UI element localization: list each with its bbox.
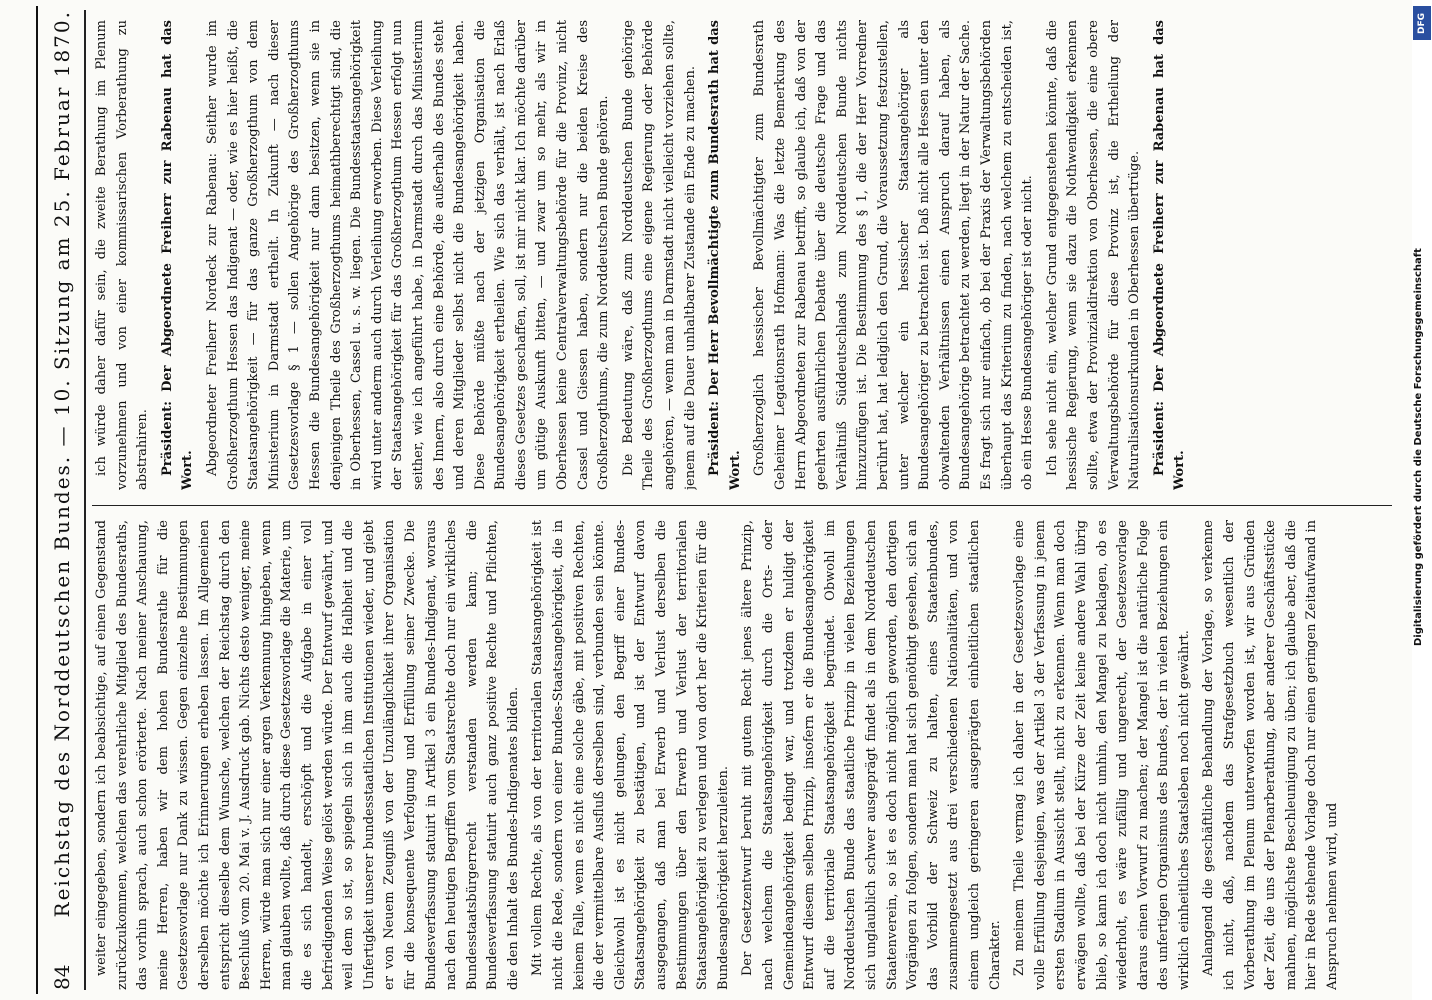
- speaker-line: Präsident: Der Abgeordnete Freiherr zur Rabenau hat das Wort.: [159, 20, 196, 490]
- left-border-rule: [36, 6, 38, 994]
- paragraph: ich würde daher dafür sein, die zweite Berathung im Plenum vorzunehmen und von einer kommissarischen Vorberathung zu abstrahiren.: [94, 20, 151, 490]
- column-left: [92, 520, 1392, 990]
- page-title: Reichstag des Norddeutschen Bundes. — 10. Sitzung am 25. Februar 1870.: [50, 10, 74, 918]
- rotated-page-content: [40, 10, 1400, 990]
- column-divider: [92, 505, 1392, 506]
- paragraph: Anlangend die geschäftliche Behandlung der Vorlage, so verkenne ich nicht, daß, nachdem das Strafgesetzbuch wesentlich der Vorberathung im Plenum unterworfen worden ist, wir aus Gründen der Zeit, die uns der Plenarberathung, aber anderer Geschäftsstücke mahnen, möglichste Beschleunigung zu üben; ich glaube aber, daß die hier in Rede stehende Vorlage doch nur einen geringen Zeitaufwand in Anspruch nehmen wird, und: [1201, 520, 1341, 990]
- funding-credit: Digitalisierung gefördert durch die Deutsche Forschungsgemeinschaft: [1413, 248, 1424, 646]
- page-number: 84: [50, 964, 74, 990]
- column-right: [92, 20, 1392, 490]
- paragraph: Abgeordneter Freiherr Nordeck zur Rabenau: Seither wurde im Großherzogthum Hessen das Indigenat — oder, wie es hier heißt, die Staatsangehörigkeit — für das ganze Großherzogthum von dem Ministerium in Darmstadt ertheilt. In Zukunft — nach dieser Gesetzesvorlage § 1 — sollen Angehörige des Großherzogthums Hessen die Bundesangehörigkeit nur dann besitzen, wenn sie in denjenigen Theile des Großherzogthums heimathberechtigt sind, die in Oberhessen, Cassel u. s. w. liegen. Die Bundesstaatsangehörigkeit wird unter anderm auch durch Verleihung erworben. Diese Verleihung der Staatsangehörigkeit für das Großherzogthum Hessen erfolgt nun seither, wie ich angeführt habe, in Darmstadt durch das Ministerium des Innern, also durch eine Behörde, die außerhalb des Bundes steht und deren Mitglieder selbst nicht die Bundesangehörigkeit haben. Diese Behörde müßte nach der jetzigen Organisation die Bundesangehörigkeit ertheilen. Wie sich das verhält, ist nach Erlaß dieses Gesetzes geschaffen, soll, ist mir nicht klar. Ich möchte darüber um gütige Auskunft bitten, — und zwar um so mehr, als wir in Oberhessen keine Centralverwaltungsbehörde für die Provinz, nicht Cassel und Giessen haben, sondern nur die beiden Kreise des Großherzogthums, die zum Norddeutschen Bunde gehören.: [204, 20, 612, 490]
- paragraph: Zu meinem Theile vermag ich daher in der Gesetzesvorlage eine volle Erfüllung desjenigen, was der Artikel 3 der Verfassung in jenem ersten Stadium in Aussicht stellt, nicht zu erkennen. Wenn man doch erwägen wollte, daß bei der Kürze der Zeit keine andere Wahl übrig blieb, so kann ich doch nicht umhin, den Mangel zu beklagen, ob es wiederholt, es wäre zufällig und ungerecht, der Gesetzesvorlage daraus einen Vorwurf zu machen; der Mangel ist die natürliche Folge des unfertigen Organismus des Bundes, der in vielen Beziehungen ein wirklich einheitliches Staatsleben noch nicht gewährt.: [1012, 520, 1192, 990]
- paragraph: Der Gesetzentwurf beruht mit gutem Recht jenes ältere Prinzip, nach welchem die Staatsangehörigkeit durch die Orts- oder Gemeindeangehörigkeit bedingt war, und trotzdem er huldigt der Entwurf diesem selben Prinzip, insofern er die Bundesangehörigkeit auf die territoriale Staatsangehörigkeit begründet. Obwohl im Norddeutschen Bunde das staatliche Prinzip in vielen Beziehungen sich unglaublich schwer ausgeprägt findet als in dem Norddeutschen Staatenverein, so ist es doch nicht möglich geworden, den dortigen Vorgängen zu folgen, sondern man hat sich genöthigt gesehen, sich an das Vorbild der Schweiz zu halten, eines Staatenbundes, zusammengesetzt aus drei verschiedenen Nationalitäten, und von einem ungleich geringeren ausgeprägten einheitlichen staatlichen Charakter.: [740, 520, 1003, 990]
- paragraph: Ich sehe nicht ein, welcher Grund entgegenstehen könnte, daß die hessische Regierung, wenn sie dazu die Nothwendigkeit erkennen sollte, etwa der Provinzialdirektion von Oberhessen, die eine obere Verwaltungsbehörde für diese Provinz ist, die Ertheilung der Naturalisationsurkunden in Oberhessen übertrüge.: [1044, 20, 1143, 490]
- text-columns: [92, 10, 1392, 990]
- dfg-logo: DFG: [1413, 6, 1431, 40]
- running-header: [40, 10, 86, 990]
- paragraph: Großherzoglich hessischer Bevollmächtigter zum Bundesrath Geheimer Legationsrath Hofmann: Was die letzte Bemerkung des Herrn Abgeordneten zur Rabenau betrifft, so glaube ich, daß von der geehrten ausführlichen Debatte über die deutsche Frage und das Verhältniß Süddeutschlands zum Norddeutschen Bunde nichts hinzuzufügen ist. Die Bestimmung des § 1, die der Herr Vorredner berührt hat, hat lediglich den Grund, die Voraussetzung festzustellen, unter welcher ein hessischer Staatsangehöriger als Bundesangehöriger zu betrachten ist. Daß nicht alle Hessen unter den obwaltenden Verhältnissen einen Anspruch darauf haben, als Bundesangehörige betrachtet zu werden, liegt in der Natur der Sache. Es fragt sich nur einfach, ob bei der Praxis der Verwaltungsbehörden überhaupt das Kriterium zu finden, nach welchem zu entscheiden ist, ob ein Hesse Bundesangehöriger ist oder nicht.: [752, 20, 1036, 490]
- paragraph: weiter eingegeben, sondern ich beabsichtige, auf einen Gegenstand zurückzukommen, welchen das verehrliche Mitglied des Bundesraths, das vorhin sprach, auch schon erörterte. Nach meiner Anschauung, meine Herren, haben wir dem hohen Bundesrathe für die Gesetzesvorlage nur Dank zu wissen. Gegen einzelne Bestimmungen derselben möchte ich Erinnerungen erheben lassen. Im Allgemeinen entspricht dieselbe dem Wunsche, welchen der Reichstag durch den Beschluß vom 20. Mai v. J. Ausdruck gab. Nichts desto weniger, meine Herren, würde man sich nur einer argen Verkennung hingeben, wenn man glauben wollte, daß durch diese Gesetzesvorlage die Materie, um die es sich handelt, erschöpft und die Aufgabe in einer voll befriedigenden Weise gelöst werden würde. Der Entwurf gewährt, und weil dem so ist, so spiegeln sich in ihm auch die Halbheit und die Unfertigkeit unserer bundesstaatlichen Institutionen wieder, und giebt er von Neuem Zeugniß von der Unzulänglichkeit ihrer Organisation für die konsequente Verfolgung und Erfüllung seiner Zwecke. Die Bundesverfassung statuirt in Artikel 3 ein Bundes-Indigenat, woraus nach den heutigen Begriffen vom Staatsrechte doch nur ein wirkliches Bundesstaatsbürgerrecht verstanden werden kann; die Bundesverfassung statuirt auch ganz positive Rechte und Pflichten, die den Inhalt des Bundes-Indigenates bilden.: [94, 520, 521, 990]
- speaker-line: Präsident: Der Herr Bevollmächtigte zum Bundesrath hat das Wort.: [707, 20, 743, 490]
- paragraph: Die Bedeutung wäre, daß zum Norddeutschen Bunde gehörige Theile des Großherzogthums eine eigene Regierung oder Behörde angehören, — wenn man in Darmstadt nicht vielleicht vorziehen sollte, jenem auf die Dauer unhaltbarer Zustande ein Ende zu machen.: [620, 20, 698, 490]
- paragraph: Mit vollem Rechte, als von der territorialen Staatsangehörigkeit ist nicht die Rede, sondern von einer Bundes-Staatsangehörigkeit, die in keinem Falle, wenn es nicht eine solche gäbe, mit positiven Rechten, die der vermittelbare Ausfluß derselben sind, verbunden sein könnte. Gleichwohl ist es nicht gelungen, den Begriff einer Bundes-Staatsangehörigkeit zu bestätigen, und ist der Entwurf davon ausgegangen, daß man bei Erwerb und Verlust derselben die Bestimmungen über den Erwerb und Verlust der territorialen Staatsangehörigkeit zu verlegen und von dort her die Kriterien für die Bundesangehörigkeit herzuleiten.: [530, 520, 731, 990]
- speaker-line: Präsident: Der Abgeordnete Freiherr zur Rabenau hat das Wort.: [1151, 20, 1188, 490]
